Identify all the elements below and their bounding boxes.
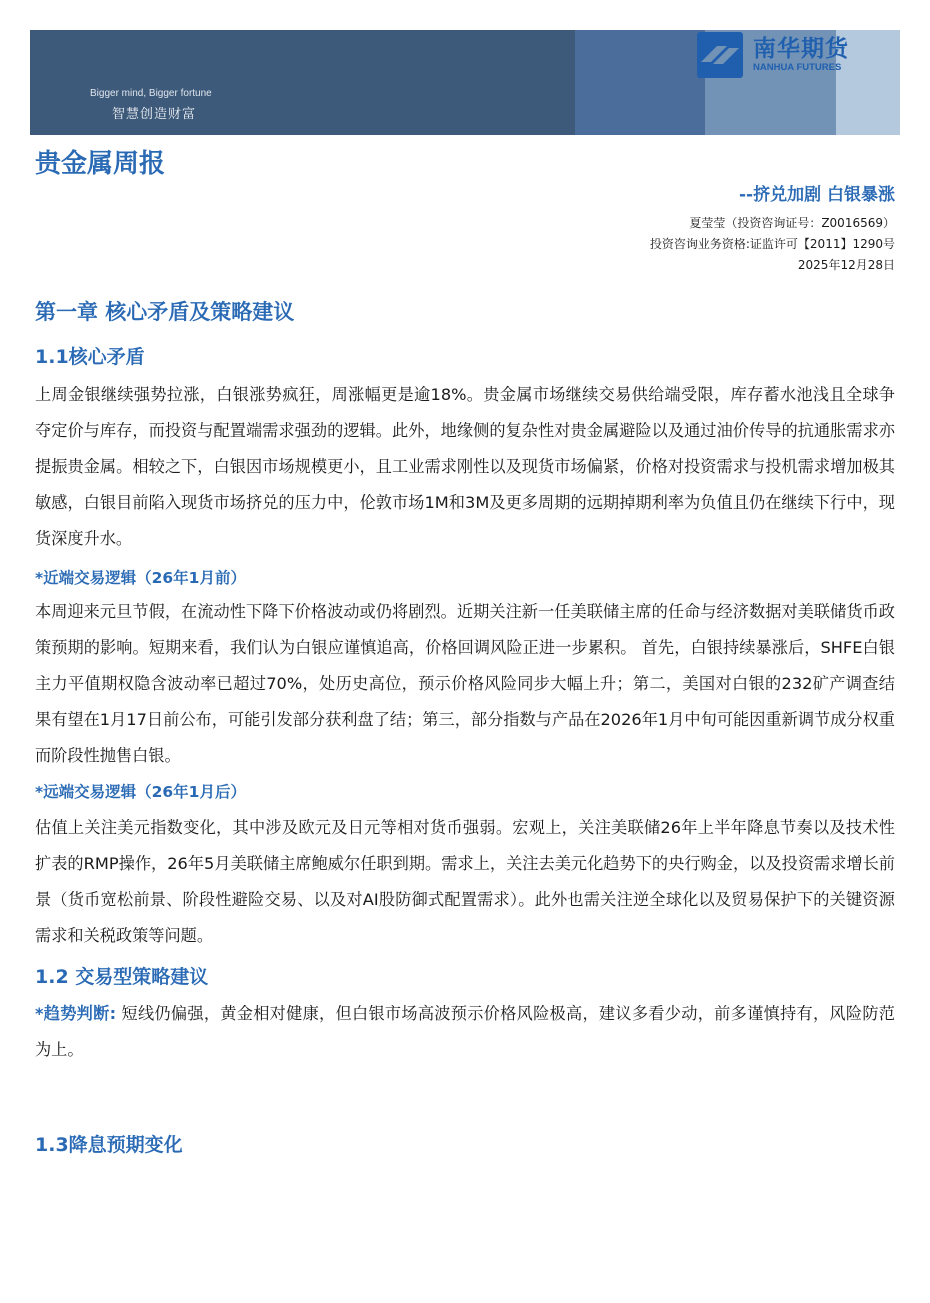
- far-term-logic-heading: *远端交易逻辑（26年1月后）: [35, 783, 246, 801]
- trend-judgment-paragraph: [35, 996, 895, 1068]
- section-heading-1-1: 1.1核心矛盾: [35, 346, 145, 368]
- banner-segment-dark: [30, 30, 575, 135]
- trend-judgment-text: 短线仍偏强，黄金相对健康，但白银市场高波预示价格风险极高，建议多看少动，前多谨慎持有，风险防范为上。: [35, 1004, 895, 1059]
- near-term-logic-paragraph: 本周迎来元旦节假，在流动性下降下价格波动或仍将剧烈。近期关注新一任美联储主席的任命与经济数据对美联储货币政策预期的影响。短期来看，我们认为白银应谨慎追高，价格回调风险正进一步累积。 首先，白银持续暴涨后，SHFE白银主力平值期权隐含波动率已超过70%，处历史高位，预示价格风险同步大幅上升；第二，美国对白银的232矿产调查结果有望在1月17日前公布，可能引发部分获利盘了结；第三，部分指数与产品在2026年1月中旬可能因重新调节成分权重而阶段性抛售白银。: [35, 602, 895, 765]
- report-date: 2025年12月28日: [797, 258, 895, 272]
- license-line: 投资咨询业务资格:证监许可【2011】1290号: [649, 237, 895, 251]
- slogan-chinese: 智慧创造财富: [112, 107, 197, 122]
- nanhua-logo-icon: [697, 32, 743, 78]
- report-title: 贵金属周报: [35, 149, 166, 179]
- slogan-english: Bigger mind, Bigger fortune: [90, 88, 212, 99]
- trend-judgment-label: *趋势判断:: [35, 1004, 117, 1023]
- logo-english-name: NANHUA FUTURES: [753, 62, 842, 73]
- report-subtitle: --挤兑加剧 白银暴涨: [738, 185, 895, 205]
- far-term-logic-paragraph: 估值上关注美元指数变化，其中涉及欧元及日元等相对货币强弱。宏观上，关注美联储26年上半年降息节奏以及技术性扩表的RMP操作，26年5月美联储主席鲍威尔任职到期。需求上，关注去美元化趋势下的央行购金，以及投资需求增长前景（货币宽松前景、阶段性避险交易、以及对AI股防御式配置需求）。此外也需关注逆全球化以及贸易保护下的关键资源需求和关税政策等问题。: [35, 818, 895, 945]
- company-logo: [697, 32, 849, 78]
- section-heading-1-3: 1.3降息预期变化: [35, 1134, 183, 1156]
- logo-chinese-name: 南华期货: [753, 36, 849, 62]
- banner-segment-medium: [575, 30, 705, 135]
- section-heading-1-2: 1.2 交易型策略建议: [35, 966, 209, 988]
- core-contradiction-paragraph: 上周金银继续强势拉涨，白银涨势疯狂，周涨幅更是逾18%。贵金属市场继续交易供给端受限，库存蓄水池浅且全球争夺定价与库存，而投资与配置端需求强劲的逻辑。此外，地缘侧的复杂性对贵金属避险以及通过油价传导的抗通胀需求亦提振贵金属。相较之下，白银因市场规模更小，且工业需求刚性以及现货市场偏紧，价格对投资需求与投机需求增加极其敏感，白银目前陷入现货市场挤兑的压力中，伦敦市场1M和3M及更多周期的远期掉期利率为负值且仍在继续下行中，现货深度升水。: [35, 385, 895, 548]
- chapter-heading: 第一章 核心矛盾及策略建议: [35, 300, 295, 324]
- near-term-logic-heading: *近端交易逻辑（26年1月前）: [35, 569, 246, 587]
- author-line: 夏莹莹（投资咨询证号：Z0016569）: [689, 216, 895, 230]
